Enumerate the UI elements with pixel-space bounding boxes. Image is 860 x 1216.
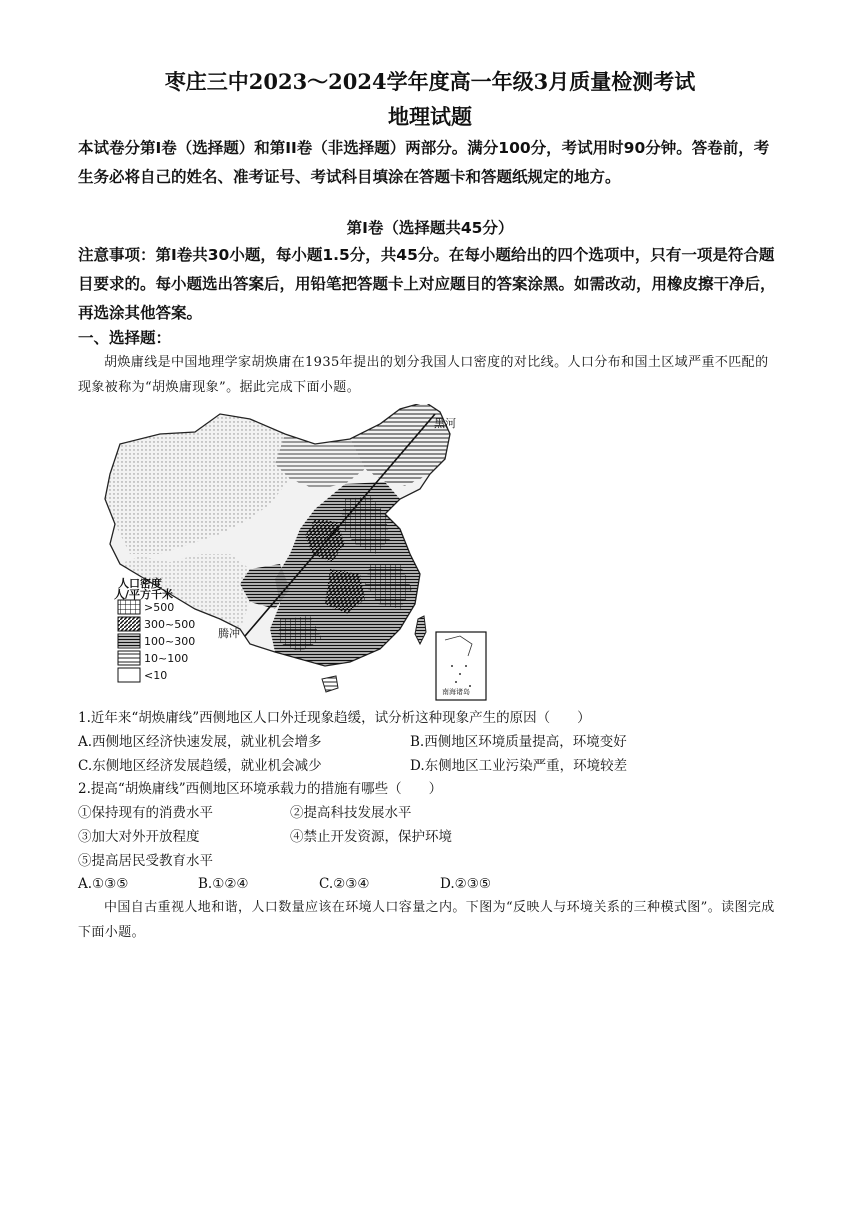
taiwan-island <box>415 616 426 644</box>
q1-option-a: A.西侧地区经济快速发展，就业机会增多 <box>78 734 322 750</box>
part1-title: 第Ⅰ卷（选择题共45分） <box>346 219 514 237</box>
legend-title-unit: 人/平方千米 <box>114 588 174 601</box>
exam-title: 枣庄三中2023～2024学年度高一年级3月质量检测考试 <box>164 69 696 94</box>
q2-option-c: C.②③④ <box>319 876 370 892</box>
legend-title-density: 人口密度 <box>118 577 162 590</box>
passage-human-environment: 中国自古重视人地和谐，人口数量应该在环境人口容量之内。下图为“反映人与环境关系的三种模式图”。读图完成下面小题。 <box>78 900 775 940</box>
legend-label: 300~500 <box>144 618 196 631</box>
q1-option-b: B.西侧地区环境质量提高，环境变好 <box>410 734 627 750</box>
passage-hu-line: 胡焕庸线是中国地理学家胡焕庸在1935年提出的划分我国人口密度的对比线。人口分布和国土区域严重不匹配的现象被称为“胡焕庸现象”。据此完成下面小题。 <box>78 355 769 395</box>
q2-statement-1: ①保持现有的消费水平 <box>78 805 213 821</box>
legend-label: <10 <box>144 669 168 682</box>
hainan-island <box>322 676 338 692</box>
subject-title: 地理试题 <box>388 104 472 129</box>
q1-option-c: C.东侧地区经济发展趋缓，就业机会减少 <box>78 758 322 774</box>
label-tengchong: 腾冲 <box>218 627 240 640</box>
inset-label: 南海诸岛 <box>442 688 470 696</box>
q2-option-d: D.②③⑤ <box>440 876 491 892</box>
legend-label: 10~100 <box>144 652 189 665</box>
q2-stem: 2.提高“胡焕庸线”西侧地区环境承载力的措施有哪些（ ） <box>78 781 443 797</box>
q2-option-a: A.①③⑤ <box>78 876 129 892</box>
q2-statement-5: ⑤提高居民受教育水平 <box>78 853 213 869</box>
q2-option-b: B.①②④ <box>198 876 249 892</box>
q1-option-d: D.东侧地区工业污染严重，环境较差 <box>410 758 628 774</box>
section-title: 一、选择题： <box>78 329 172 347</box>
q2-statement-2: ②提高科技发展水平 <box>290 805 412 821</box>
q2-statement-4: ④禁止开发资源，保护环境 <box>290 829 452 845</box>
q1-stem: 1.近年来“胡焕庸线”西侧地区人口外迁现象趋缓，试分析这种现象产生的原因（ ） <box>78 710 591 726</box>
legend-label: >500 <box>144 601 175 614</box>
label-heihe: 黑河 <box>434 417 456 430</box>
q2-statement-3: ③加大对外开放程度 <box>78 829 200 845</box>
map-legend <box>118 600 140 682</box>
legend-label: 100~300 <box>144 635 196 648</box>
population-density-map <box>100 404 500 704</box>
exam-instructions: 本试卷分第Ⅰ卷（选择题）和第II卷（非选择题）两部分。满分100分，考试用时90分钟。答卷前，考生务必将自己的姓名、准考证号、考试科目填涂在答题卡和答题纸规定的地方。 <box>78 139 770 186</box>
notice-text: 注意事项：第Ⅰ卷共30小题，每小题1.5分，共45分。在每小题给出的四个选项中，只有一项是符合题目要求的。每小题选出答案后，用铅笔把答题卡上对应题目的答案涂黑。如需改动，用橡皮擦干净后，再选涂其他答案。 <box>78 246 776 322</box>
